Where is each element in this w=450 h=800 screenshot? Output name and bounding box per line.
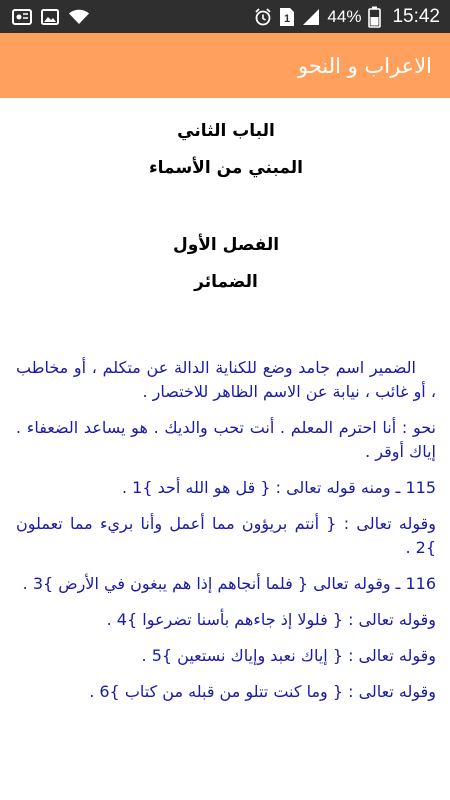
app-bar — [0, 33, 450, 98]
image-icon — [41, 9, 59, 25]
sim-slot-number: 1 — [284, 12, 291, 25]
article-content[interactable] — [0, 98, 450, 800]
wifi-icon — [68, 9, 90, 25]
photo-icon — [12, 9, 32, 25]
paragraph-quote-6: وقوله تعالى : { وما كنت تتلو من قبله من كتاب }6 . — [89, 682, 436, 701]
signal-icon — [302, 8, 320, 26]
status-left — [12, 9, 90, 25]
chapter-subtitle: المبني من الأسماء — [148, 158, 304, 178]
section-title: الفصل الأول — [172, 235, 280, 255]
paragraph-definition: الضمير اسم جامد وضع للكناية الدالة عن متكلم ، أو مخاطب ، أو غائب ، نيابة عن الاسم الظاهر للاختصار . — [16, 358, 436, 401]
spacer — [16, 304, 436, 356]
paragraph-quote-1: 115 ـ ومنه قوله تعالى : { قل هو الله أحد }1 . — [121, 478, 436, 497]
status-right — [254, 6, 440, 28]
battery-percent: 44% — [327, 6, 362, 26]
paragraph-quote-4: وقوله تعالى : { فلولا إذ جاءهم بأسنا تضرعوا }4 . — [106, 610, 436, 629]
chapter-title: الباب الثاني — [177, 121, 275, 141]
section-subtitle: الضمائر — [194, 272, 258, 292]
alarm-icon — [254, 8, 272, 26]
spacer — [16, 190, 436, 230]
status-bar — [0, 0, 450, 33]
sim-icon — [279, 7, 295, 27]
battery-icon — [368, 6, 381, 28]
paragraph-quote-5: وقوله تعالى : { إياك نعبد وإياك نستعين }5 . — [141, 646, 436, 665]
app-title: الاعراب و النحو — [298, 53, 432, 78]
clock-time: 15:42 — [392, 5, 440, 27]
paragraph-quote-3: 116 ـ وقوله تعالى { فلما أنجاهم إذا هم يبغون في الأرض }3 . — [22, 574, 436, 593]
paragraph-quote-2: وقوله تعالى : { أنتم بريؤون مما أعمل وأنا بريء مما تعملون }2 . — [16, 514, 436, 557]
paragraph-examples: نحو : أنا احترم المعلم . أنت تحب والديك . هو يساعد الضعفاء . إياك أوقر . — [16, 418, 436, 461]
